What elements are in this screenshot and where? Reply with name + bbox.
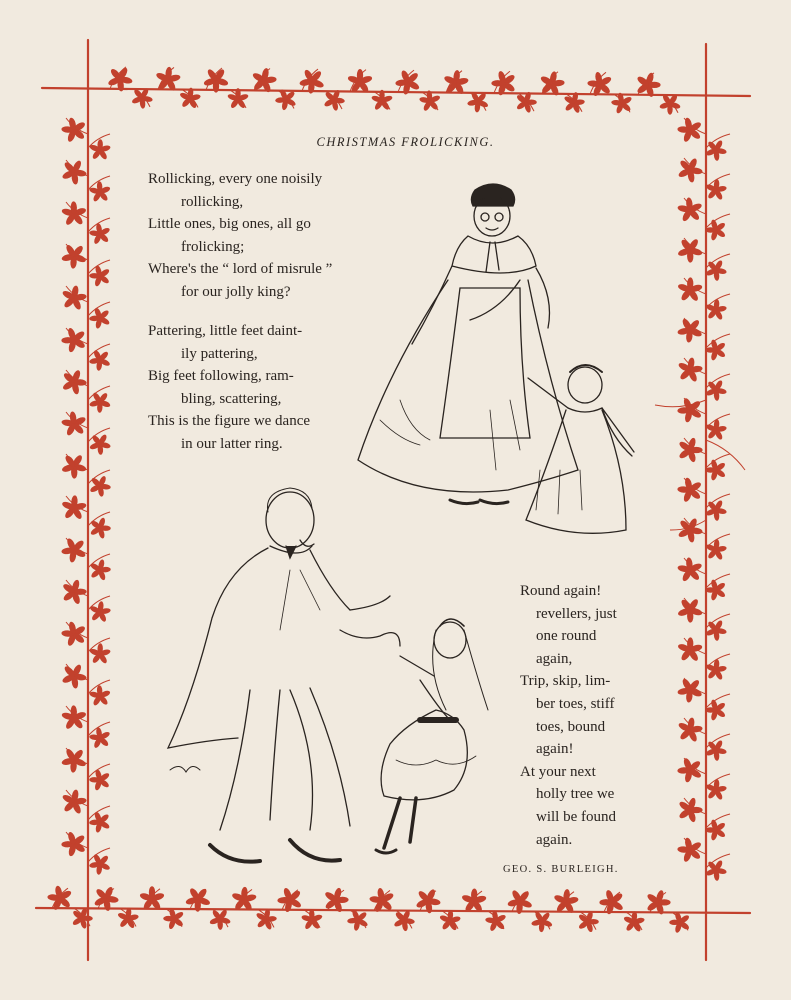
poem-line: Big feet following, ram- xyxy=(148,368,294,385)
poem-line: again! xyxy=(536,741,574,758)
border-flower-icon xyxy=(56,238,92,274)
border-flower-icon xyxy=(583,67,617,102)
stanza-3 xyxy=(520,580,617,851)
border-flower-icon xyxy=(88,600,113,624)
border-flower-icon xyxy=(704,178,728,201)
poem-line: Rollicking, every one noisily xyxy=(148,171,323,187)
border-flower-icon xyxy=(58,576,90,607)
border-flower-icon xyxy=(608,88,637,118)
border-flower-icon xyxy=(674,193,707,227)
border-flower-icon xyxy=(85,429,115,459)
poem-line: Little ones, big ones, all go xyxy=(148,216,311,233)
border-flower-icon xyxy=(86,514,114,541)
border-flower-icon xyxy=(502,883,538,919)
border-flower-icon xyxy=(57,616,92,651)
border-flower-icon xyxy=(674,434,706,465)
border-flower-icon xyxy=(57,659,91,693)
poem-title: CHRISTMAS FROLICKING. xyxy=(316,135,495,149)
border-flower-icon xyxy=(86,682,114,711)
poem-line: revellers, just xyxy=(536,605,617,622)
border-flower-icon xyxy=(59,283,89,312)
border-flower-icon xyxy=(85,765,115,795)
border-flower-icon xyxy=(180,881,216,916)
border-flower-icon xyxy=(672,672,708,708)
poem-line: Where's the “ lord of misrule ” xyxy=(148,261,333,278)
border-flower-icon xyxy=(320,86,349,114)
border-flower-icon xyxy=(198,62,233,97)
border-flower-icon xyxy=(672,312,708,348)
border-flower-icon xyxy=(416,87,444,116)
border-flower-icon xyxy=(677,277,704,303)
poem-line: ber toes, stiff xyxy=(536,695,615,712)
border-flower-icon xyxy=(655,89,685,119)
border-flower-icon xyxy=(595,884,630,920)
border-flower-icon xyxy=(411,884,445,918)
poem-line: for our jolly king? xyxy=(181,283,291,300)
border-flower-icon xyxy=(463,86,494,117)
border-flower-icon xyxy=(675,355,705,384)
border-flower-icon xyxy=(704,538,728,561)
border-flower-icon xyxy=(85,387,116,417)
poem-line: again, xyxy=(536,650,573,667)
poem-line: At your next xyxy=(520,763,596,780)
border-flower-icon xyxy=(672,752,708,788)
border-flower-icon xyxy=(56,532,92,568)
border-flower-icon xyxy=(365,883,399,917)
border-flower-icon xyxy=(89,881,123,915)
border-flower-icon xyxy=(673,472,708,507)
border-flower-icon xyxy=(58,198,90,231)
border-flower-icon xyxy=(58,702,90,735)
border-flower-icon xyxy=(86,219,115,249)
border-flower-icon xyxy=(704,298,728,321)
border-flower-icon xyxy=(85,303,115,334)
border-flower-icon xyxy=(85,261,115,291)
poem-line: holly tree we xyxy=(536,786,615,803)
poem-line: one round xyxy=(536,628,597,645)
illustration-grandfather-and-girl xyxy=(150,480,500,875)
border-flower-icon xyxy=(673,153,707,187)
border-flower-icon xyxy=(672,392,708,428)
border-flower-icon xyxy=(673,232,708,267)
border-flower-icon xyxy=(673,592,708,627)
border-flower-icon xyxy=(85,471,114,500)
border-flower-icon xyxy=(137,883,168,915)
border-bottom-stem xyxy=(36,908,750,913)
border-flower-icon xyxy=(85,345,116,376)
border-flower-icon xyxy=(487,65,522,100)
border-flower-icon xyxy=(56,742,92,778)
border-flower-icon xyxy=(127,83,157,112)
border-flower-icon xyxy=(57,448,92,483)
border-flower-icon xyxy=(89,643,112,665)
border-flower-icon xyxy=(674,553,707,587)
border-flower-icon xyxy=(43,881,77,916)
poem-line: Pattering, little feet daint- xyxy=(148,323,303,339)
border-flower-icon xyxy=(675,715,705,744)
border-flower-icon xyxy=(677,637,704,663)
border-flower-icon xyxy=(57,365,90,398)
poem-line: Round again! xyxy=(520,583,602,599)
border-flower-icon xyxy=(704,778,728,801)
border-flower-icon xyxy=(59,787,89,816)
poem-line: frolicking; xyxy=(181,238,245,255)
border-flower-icon xyxy=(87,557,114,583)
border-flower-icon xyxy=(704,418,728,441)
border-flower-icon xyxy=(57,826,92,862)
border-flower-icon xyxy=(674,794,706,825)
stanza-1 xyxy=(148,168,332,304)
border-flower-icon xyxy=(390,64,426,100)
border-flower-icon xyxy=(673,832,708,867)
poem-line: in our latter ring. xyxy=(181,435,283,452)
poem-line: This is the figure we dance xyxy=(148,413,311,430)
border-flower-icon xyxy=(86,178,114,207)
stanza-2 xyxy=(148,320,310,456)
border-flower-icon xyxy=(86,723,115,753)
poem-line: will be found xyxy=(536,808,616,825)
border-flower-icon xyxy=(103,61,138,95)
poem-line: toes, bound xyxy=(536,718,606,735)
border-flower-icon xyxy=(85,849,116,880)
author-credit: GEO. S. BURLEIGH. xyxy=(503,864,619,875)
border-flower-icon xyxy=(57,407,91,441)
poem-line: again. xyxy=(536,831,573,848)
border-flower-icon xyxy=(60,495,88,521)
poem-line: rollicking, xyxy=(181,193,244,210)
poem-line: ily pattering, xyxy=(181,345,258,362)
border-flower-icon xyxy=(272,882,308,918)
border-flower-icon xyxy=(85,807,115,838)
border-flower-icon xyxy=(294,63,330,99)
border-flower-icon xyxy=(704,658,728,681)
poem-line: bling, scattering, xyxy=(181,390,282,407)
border-flower-icon xyxy=(57,322,92,358)
border-flower-icon xyxy=(57,155,91,189)
border-flower-icon xyxy=(271,84,302,115)
poem-line: Trip, skip, lim- xyxy=(520,673,611,690)
